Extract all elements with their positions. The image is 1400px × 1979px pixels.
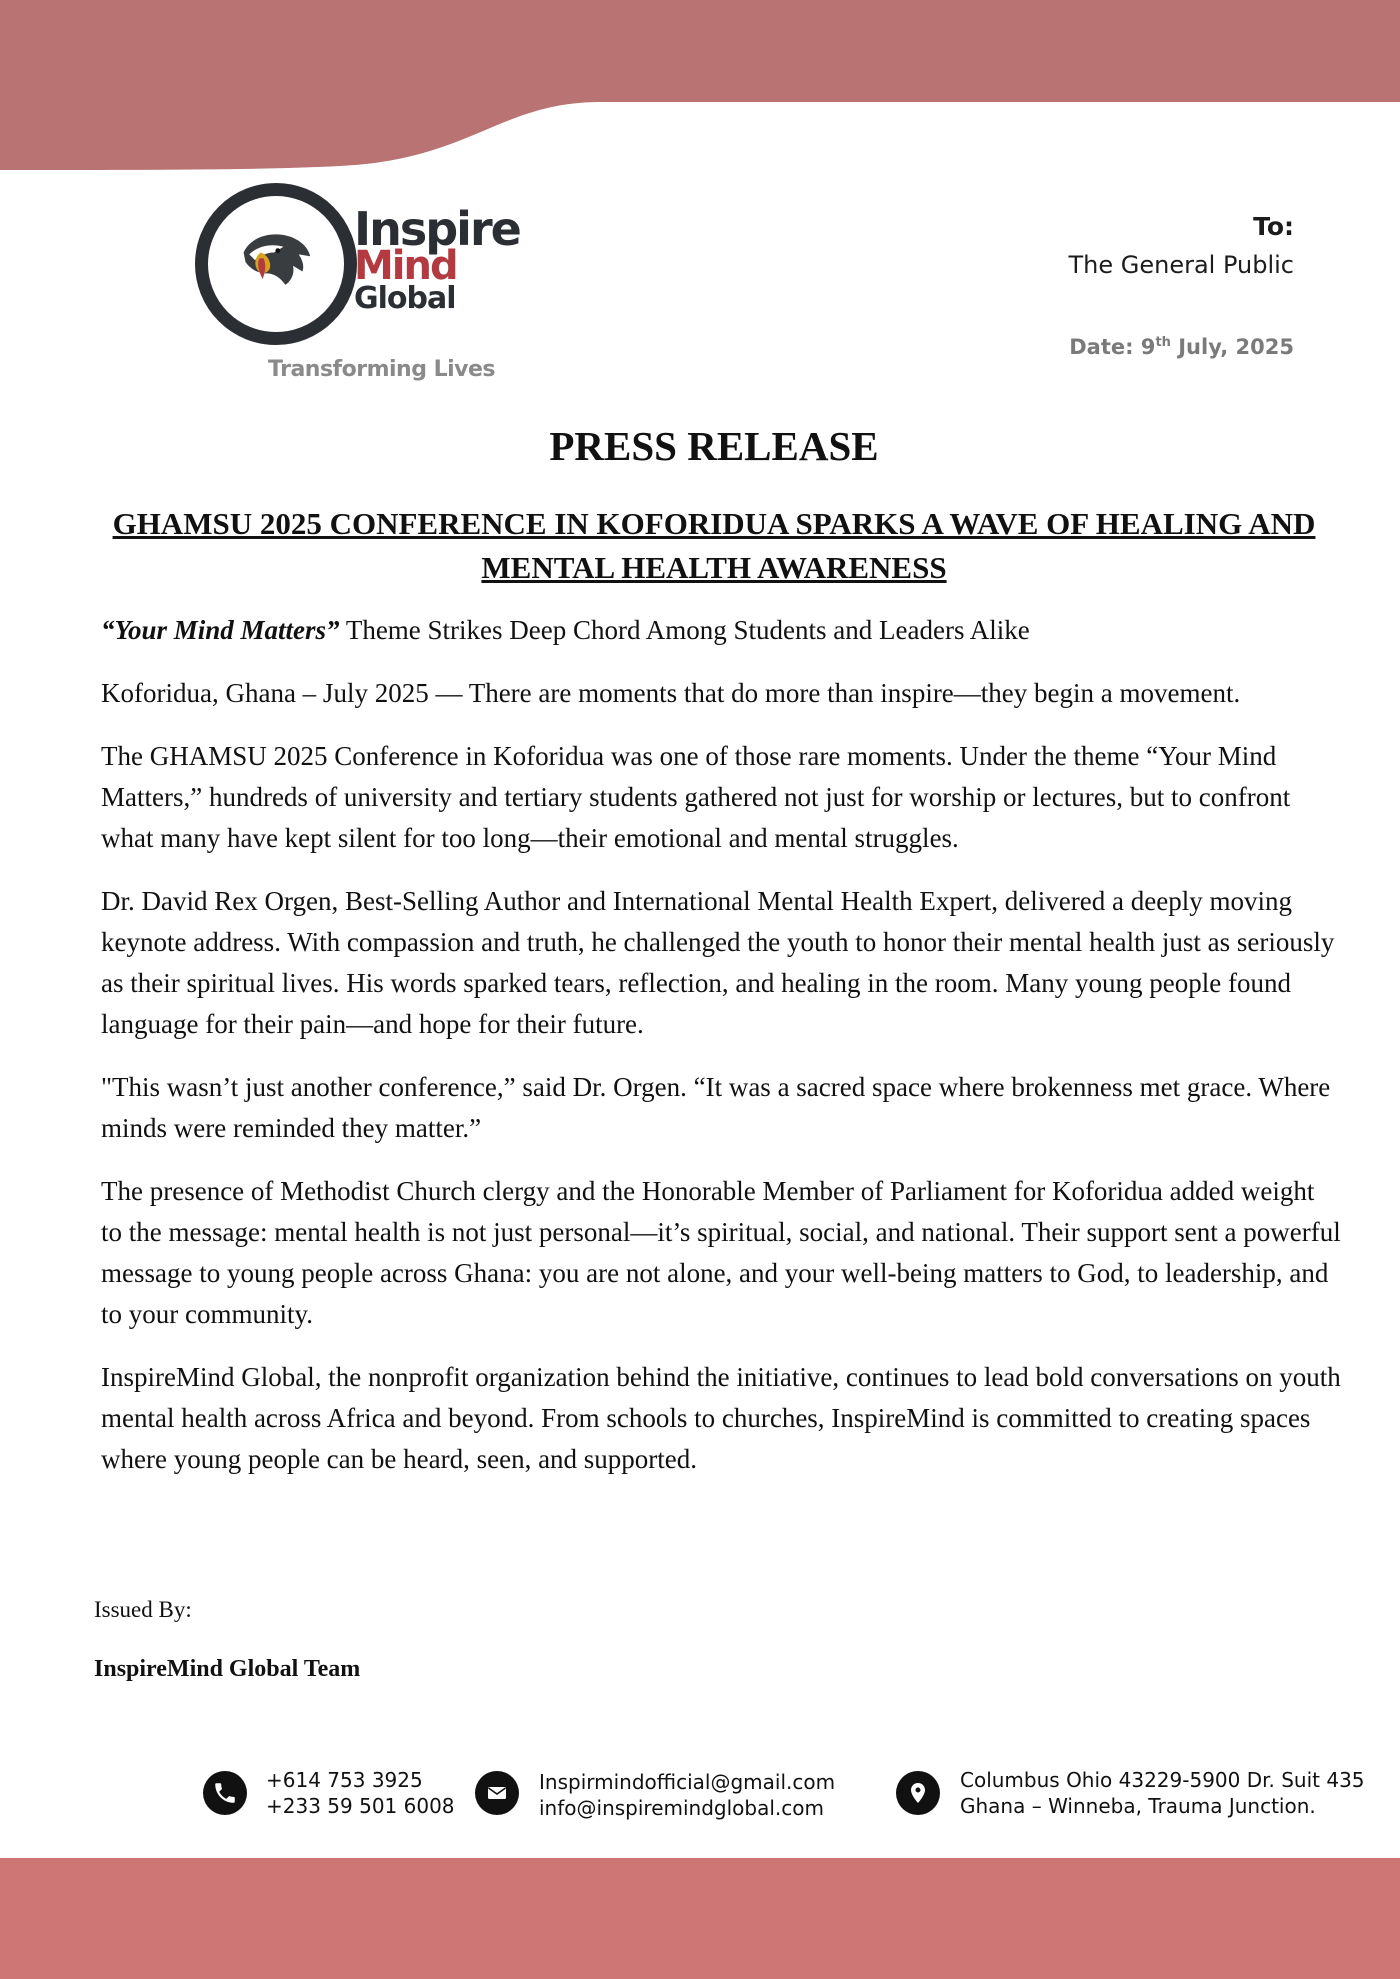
recipient-value: The General Public	[1068, 251, 1294, 279]
paragraph: InspireMind Global, the nonprofit organization behind the initiative, continues to lead bold conversations on youth mental health across Africa and beyond. From schools to churches, InspireMind is committed to creating spaces where young people can be heard, seen, and supported.	[101, 1362, 1341, 1474]
release-date: Date: 9th July, 2025	[1069, 335, 1294, 359]
logo-word-global: Global	[354, 281, 456, 316]
recipient-label: To:	[1253, 212, 1294, 241]
article-body	[101, 610, 1341, 1502]
brand-tagline: Transforming Lives	[268, 357, 496, 382]
address-line: Ghana – Winneba, Trauma Junction.	[960, 1794, 1316, 1818]
phone-number: +614 753 3925	[266, 1768, 423, 1792]
paragraph: The GHAMSU 2025 Conference in Koforidua was one of those rare moments. Under the theme “Your Mind Matters,” hundreds of university and tertiary students gathered not just for worship or lectures, but to confront what many have kept silent for too long—their emotional and mental struggles.	[101, 741, 1291, 853]
email-addresses	[539, 1769, 835, 1821]
paragraph: The presence of Methodist Church clergy and the Honorable Member of Parliament for Koforidua added weight to the message: mental health is not just personal—it’s spiritual, social, and national. Their support sent a powerful message to young people across Ghana: you are not alone, and your well-being matters to God, to leadership, and to your community.	[101, 1176, 1341, 1329]
document-title: PRESS RELEASE	[549, 423, 879, 469]
email-address[interactable]: Inspirmindofficial@gmail.com	[539, 1770, 836, 1794]
header-wave	[0, 0, 1400, 175]
envelope-icon	[475, 1771, 519, 1815]
issued-by-team: InspireMind Global Team	[94, 1656, 361, 1682]
logo-word-mind: Mind	[354, 243, 457, 289]
issued-by-label: Issued By:	[94, 1597, 192, 1622]
subhead: “Your Mind Matters” Theme Strikes Deep Chord Among Students and Leaders Alike	[101, 615, 1030, 645]
logo-word-inspire: Inspire	[354, 202, 520, 256]
addresses	[960, 1767, 1365, 1819]
headline: GHAMSU 2025 CONFERENCE IN KOFORIDUA SPARKS A WAVE OF HEALING AND MENTAL HEALTH AWARENESS	[112, 506, 1316, 585]
email-address[interactable]: info@inspiremindglobal.com	[539, 1796, 824, 1820]
paragraph: Koforidua, Ghana – July 2025 — There are moments that do more than inspire—they begin a movement.	[101, 678, 1241, 708]
address-line: Columbus Ohio 43229-5900 Dr. Suit 435	[960, 1768, 1365, 1792]
eagle-icon	[236, 224, 312, 300]
brand-logo	[192, 180, 522, 340]
phone-number: +233 59 501 6008	[266, 1794, 455, 1818]
footer-band	[0, 1858, 1400, 1979]
phone-icon	[203, 1771, 247, 1815]
phone-numbers	[266, 1767, 455, 1819]
paragraph: Dr. David Rex Orgen, Best-Selling Author and International Mental Health Expert, delivered a deeply moving keynote address. With compassion and truth, he challenged the youth to honor their mental health just as seriously as their spiritual lives. His words sparked tears, reflection, and healing in the room. Many young people found language for their pain—and hope for their future.	[101, 886, 1335, 1039]
location-pin-icon	[896, 1771, 940, 1815]
paragraph: "This wasn’t just another conference,” said Dr. Orgen. “It was a sacred space where brokenness met grace. Where minds were reminded they matter.”	[101, 1072, 1331, 1143]
